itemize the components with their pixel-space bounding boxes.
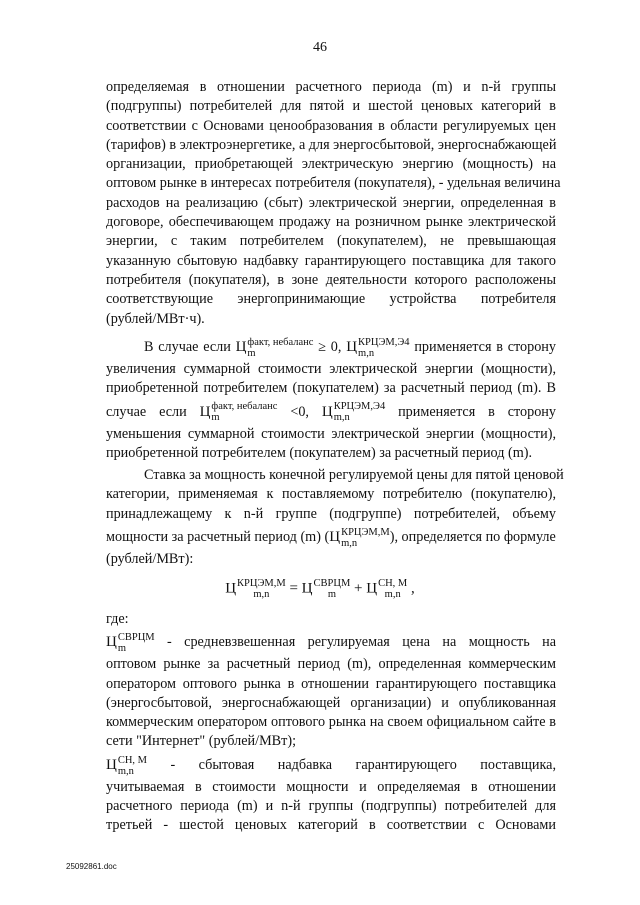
text-line: приобретенной потребителем (покупателем) за расчетный период (m). bbox=[106, 444, 533, 461]
price-symbol-svr: Ц СВРЦМ m bbox=[301, 578, 351, 600]
text-line: коммерческим оператором оптового рынка на своем официальном сайте в bbox=[106, 714, 556, 731]
text-line: увеличения суммарной стоимости электрической энергии (мощности), bbox=[106, 361, 556, 377]
paragraph-2 bbox=[106, 334, 556, 463]
text-line: (подгруппы) потребителей для пятой и шестой ценовых категорий в bbox=[106, 98, 556, 115]
text-line: сети "Интернет" (рублей/МВт); bbox=[106, 733, 297, 750]
text-line: расчетного периода (m) и n-й группы (подгруппы) потребителей для bbox=[106, 798, 556, 815]
text-line: соответствии с Основами ценообразования в области регулируемых цен bbox=[106, 117, 556, 134]
text-span: В случае если bbox=[144, 339, 231, 355]
definitions bbox=[106, 610, 556, 836]
text-line: потребителя (покупателя), в зоне деятельности которого расположены bbox=[106, 271, 556, 288]
formula-line bbox=[106, 752, 556, 778]
text-line: (энергосбытовой, энергоснабжающей организации) и опубликованная bbox=[106, 694, 556, 711]
text-line: третьей - шестой ценовых категорий в соответствии с Основами bbox=[106, 817, 556, 834]
text-line: расходов на реализацию (сбыт) электрической энергии, определенная в bbox=[106, 194, 556, 211]
where-label: где: bbox=[106, 611, 129, 627]
price-symbol-fakt: Ц факт, небаланс m bbox=[235, 336, 314, 359]
text-line: Ставка за мощность конечной регулируемой цены для пятой ценовой bbox=[144, 467, 564, 483]
paragraph-1 bbox=[106, 78, 561, 329]
comma: , bbox=[411, 580, 415, 597]
text-line: оптовом рынке в интересах потребителя (покупателя), - удельная величина bbox=[106, 175, 561, 192]
text-line: соответствующие энергопринимающие устройства потребителя bbox=[106, 291, 556, 308]
text-span: случае если bbox=[106, 403, 187, 420]
price-symbol-sn-m: Ц СН, М m,n bbox=[366, 578, 408, 600]
text-line: определяемая в отношении расчетного периода (m) и n-й группы bbox=[106, 79, 556, 95]
text-span: - средневзвешенная регулируемая цена на мощность на bbox=[167, 634, 557, 651]
text-span: <0, bbox=[290, 403, 309, 420]
text-line: приобретенной потребителем (покупателем) за расчетный период (m). В bbox=[106, 380, 556, 397]
text-line: (тарифов) в электроэнергетике, а для энергосбытовой, энергоснабжающей bbox=[106, 136, 557, 153]
formula-line bbox=[106, 629, 556, 655]
text-span: - сбытовая надбавка гарантирующего поставщика, bbox=[170, 756, 556, 773]
equals-sign: = bbox=[289, 580, 298, 597]
plus-sign: + bbox=[354, 580, 363, 597]
text-span: мощности за расчетный период (m) ( bbox=[106, 528, 330, 545]
text-span: ), определяется по формуле bbox=[389, 528, 556, 545]
price-symbol-svr: Ц СВРЦМ m bbox=[106, 632, 155, 655]
paragraph-3 bbox=[106, 466, 564, 569]
price-symbol-kr-e4: Ц КРЦЭМ,Э4 m,n bbox=[321, 401, 386, 424]
footer-filename: 25092861.doc bbox=[66, 862, 117, 871]
text-span: ≥ 0, bbox=[318, 339, 342, 355]
text-span: применяется в сторону bbox=[398, 403, 556, 420]
text-line: категории, применяемая к поставляемому потребителю (покупателю), bbox=[106, 486, 556, 503]
page-number: 46 bbox=[313, 40, 327, 55]
text-line: (рублей/МВт·ч). bbox=[106, 310, 205, 327]
text-line: (рублей/МВт): bbox=[106, 550, 194, 567]
formula-line bbox=[106, 399, 556, 425]
text-line: уменьшения суммарной стоимости электрической энергии (мощности), bbox=[106, 425, 556, 442]
text-line: принадлежащему к n-й группе (подгруппе) потребителей, объему bbox=[106, 505, 556, 522]
text-span: применяется в сторону bbox=[414, 339, 556, 355]
text-line: энергии, с таким потребителем (покупателем), не превышающая bbox=[106, 233, 556, 250]
text-line: указанную сбытовую надбавку гарантирующего поставщика для такого bbox=[106, 252, 556, 269]
main-formula bbox=[0, 578, 640, 600]
text-line: оптовом рынке за расчетный период (m), определенная коммерческим bbox=[106, 656, 556, 673]
price-symbol-kr-e4: Ц КРЦЭМ,Э4 m,n bbox=[346, 336, 410, 359]
text-line: организации, приобретающей электрическую энергию (мощность) на bbox=[106, 156, 556, 173]
price-symbol-kr-m: Ц КРЦЭМ,М m,n bbox=[225, 578, 286, 600]
text-line: учитываемая в стоимости мощности и определяемая в отношении bbox=[106, 778, 556, 795]
price-symbol-sn-m: Ц СН, М m,n bbox=[106, 754, 148, 777]
formula-line bbox=[106, 524, 556, 550]
text-line: договоре, обеспечивающем продажу на розничном рынке электрической bbox=[106, 214, 556, 231]
price-symbol-fakt: Ц факт, небаланс m bbox=[199, 401, 278, 424]
formula-line bbox=[106, 334, 556, 360]
text-line: оператором оптового рынка в отношении гарантирующего поставщика bbox=[106, 675, 556, 692]
price-symbol-kr-m: Ц КРЦЭМ,М m,n bbox=[329, 526, 390, 549]
